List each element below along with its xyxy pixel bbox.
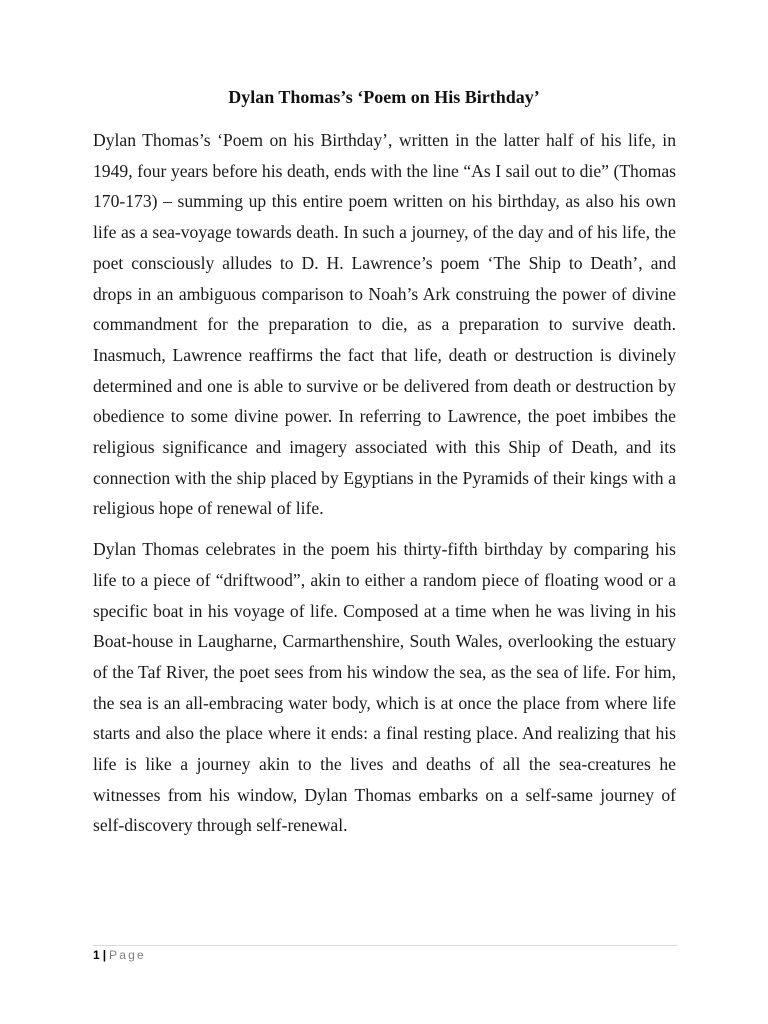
- document-title: Dylan Thomas’s ‘Poem on His Birthday’: [228, 87, 540, 107]
- footer-divider: [93, 945, 677, 946]
- footer-separator: |: [102, 948, 107, 962]
- page-number: 1: [93, 948, 100, 962]
- page-label: Page: [109, 948, 146, 962]
- page-footer: [93, 948, 146, 962]
- paragraph-2: Dylan Thomas celebrates in the poem his thirty-fifth birthday by comparing his life to a piece of “driftwood”, akin to either a random piece of floating wood or a specific boat in his voyage of life. Composed at a time when he was living in his Boat-house in Laugharne, Carmarthenshire, South Wales, overlooking the estuary of the Taf River, the poet sees from his window the sea, as the sea of life. For him, the sea is an all-embracing water body, which is at once the place from where life starts and also the place where it ends: a final resting place. And realizing that his life is like a journey akin to the lives and deaths of all the sea-creatures he witnesses from his window, Dylan Thomas embarks on a self-same journey of self-discovery through self-renewal.: [93, 539, 676, 836]
- document-body: [93, 125, 676, 851]
- paragraph-1: Dylan Thomas’s ‘Poem on his Birthday’, written in the latter half of his life, in 1949, four years before his death, ends with the line “As I sail out to die” (Thomas 170-173) – summing up this entire poem written on his birthday, as also his own life as a sea-voyage towards death. In such a journey, of the day and of his life, the poet consciously alludes to D. H. Lawrence’s poem ‘The Ship to Death’, and drops in an ambiguous comparison to Noah’s Ark construing the power of divine commandment for the preparation to die, as a preparation to survive death. Inasmuch, Lawrence reaffirms the fact that life, death or destruction is divinely determined and one is able to survive or be delivered from death or destruction by obedience to some divine power. In referring to Lawrence, the poet imbibes the religious significance and imagery associated with this Ship of Death, and its connection with the ship placed by Egyptians in the Pyramids of their kings with a religious hope of renewal of life.: [93, 130, 676, 519]
